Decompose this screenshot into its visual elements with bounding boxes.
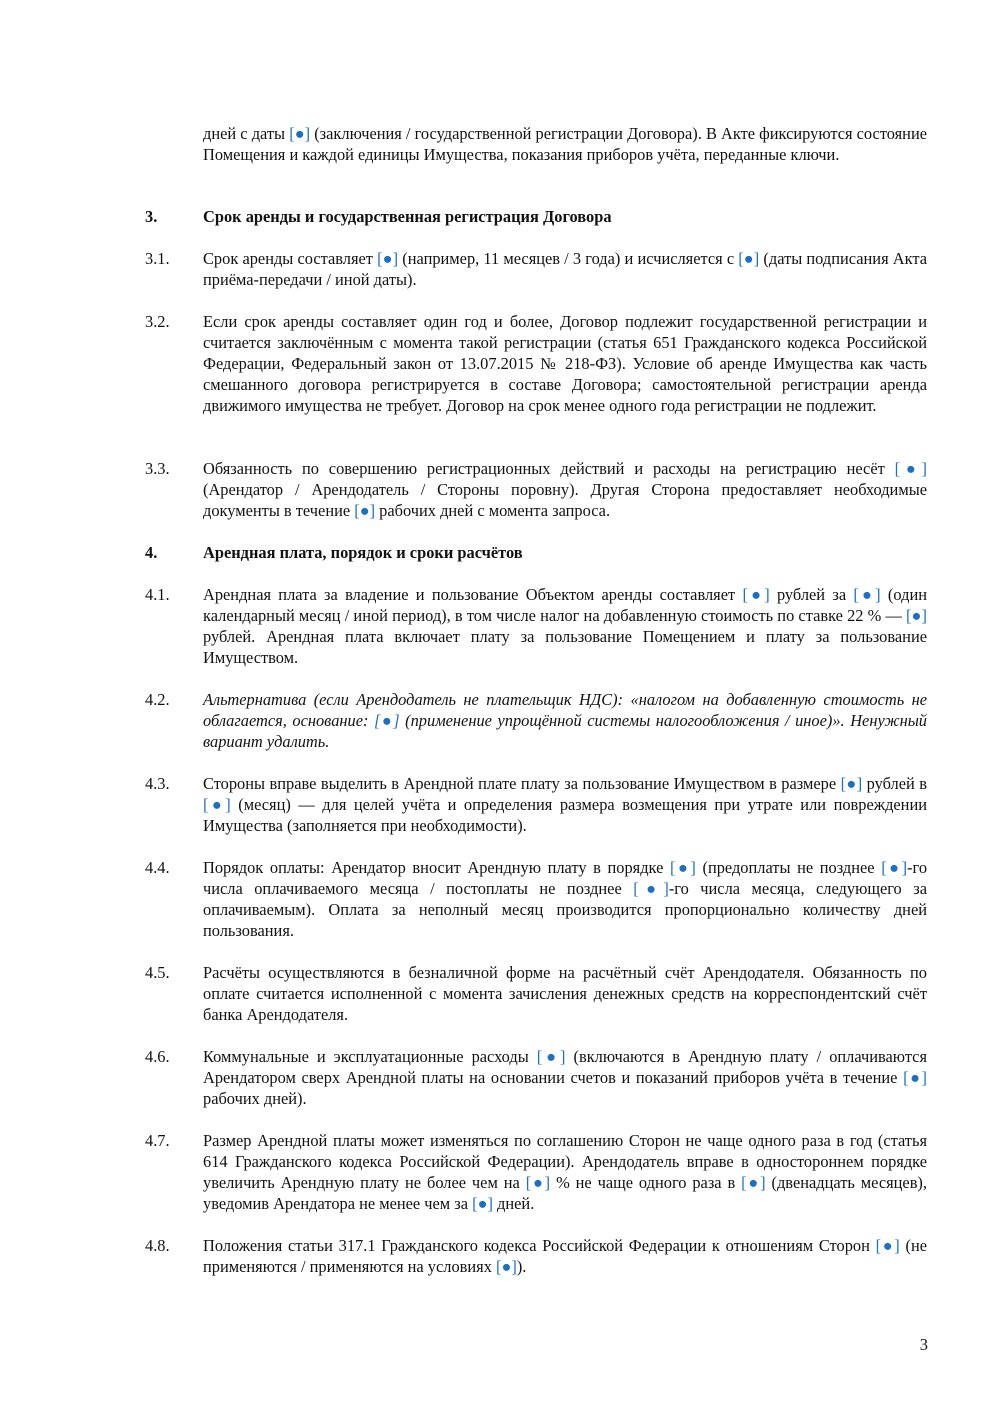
placeholder-marker: [●]: [203, 795, 231, 814]
clause-text: Размер Арендной платы может изменяться по соглашению Сторон не чаще одного раза в год (статья 614 Гражданского кодекса Российской Федерации). Арендодатель вправе в одностороннем порядке увеличить Арендную плату не более чем на [●] % не чаще одного раза в [●] (двенадцать месяцев), уведомив Арендатора не менее чем за [●] дней.: [203, 1131, 927, 1213]
section-4-title: Арендная плата, порядок и сроки расчётов: [203, 543, 523, 562]
continuation-paragraph: дней с даты [●] (заключения / государственной регистрации Договора). В Акте фиксируются состояние Помещения и каждой единицы Имущества, показания приборов учёта, переданные ключи.: [203, 124, 928, 164]
placeholder-marker: [●]: [472, 1194, 493, 1213]
clause-text: Положения статьи 317.1 Гражданского кодекса Российской Федерации к отношениям Сторон [●] (не применяются / применяются на условиях [●]).: [203, 1236, 928, 1276]
placeholder-marker: [●]: [906, 606, 927, 625]
clause-number: 4.4.: [145, 858, 170, 877]
placeholder-marker: [●]: [536, 1047, 566, 1066]
clause-text: Расчёты осуществляются в безналичной форме на расчётный счёт Арендодателя. Обязанность по оплате считается исполненной с момента зачисления денежных средств на корреспондентский счёт банка Арендодателя.: [203, 963, 927, 1024]
page-number: 3: [919, 1335, 928, 1354]
placeholder-marker: [●]: [525, 1173, 551, 1192]
clause-text: Обязанность по совершению регистрационных действий и расходы на регистрацию несёт [●] (Арендатор / Арендодатель / Стороны поровну). Другая Сторона предоставляет необходимые документы в течение [●] рабочих дней с момента запроса.: [203, 459, 927, 520]
placeholder-marker: [●]: [377, 249, 399, 268]
placeholder-marker: [●]: [289, 124, 311, 143]
placeholder-marker: [●]: [881, 858, 908, 877]
clause-number: 3.2.: [145, 312, 170, 331]
clause-text: Если срок аренды составляет один год и более, Договор подлежит государственной регистрации и считается заключённым с момента такой регистрации (статья 651 Гражданского кодекса Российской Федерации, Федеральный закон от 13.07.2015 № 218-ФЗ). Условие об аренде Имущества как часть смешанного договора регистрируется в составе Договора; самостоятельной регистрации аренда движимого имущества не требует. Договор на срок менее одного года регистрации не подлежит.: [203, 312, 927, 415]
placeholder-marker: [●]: [894, 459, 927, 478]
clause-number: 4.7.: [145, 1131, 170, 1150]
clause-number: 4.5.: [145, 963, 170, 982]
placeholder-marker: [●]: [738, 249, 760, 268]
section-3-title: Срок аренды и государственная регистрация Договора: [203, 207, 612, 226]
clause-number: 4.1.: [145, 585, 170, 604]
clause-text: Коммунальные и эксплуатационные расходы [●] (включаются в Арендную плату / оплачиваются Арендатором сверх Арендной платы на основании счетов и показаний приборов учёта в течение [●] рабочих дней).: [203, 1047, 927, 1108]
clause-text: Арендная плата за владение и пользование Объектом аренды составляет [●] рублей за [●] (один календарный месяц / иной период), в том числе налог на добавленную стоимость по ставке 22 % — [●] рублей. Арендная плата включает плату за пользование Помещением и плату за пользование Имуществом.: [203, 585, 927, 667]
clause-number: 4.6.: [145, 1047, 170, 1066]
placeholder-marker: [●]: [875, 1236, 900, 1255]
clause-number: 4.2.: [145, 690, 170, 709]
clause-text: Срок аренды составляет [●] (например, 11 месяцев / 3 года) и исчисляется с [●] (даты подписания Акта приёма-передачи / иной даты).: [203, 249, 928, 289]
placeholder-marker: [●]: [840, 774, 863, 793]
clause-number: 3.3.: [145, 459, 170, 478]
placeholder-marker: [●]: [903, 1068, 927, 1087]
placeholder-marker: [●]: [742, 585, 770, 604]
placeholder-marker: [●]: [374, 711, 400, 730]
section-3-number: 3.: [145, 207, 158, 226]
clause-number: 4.3.: [145, 774, 170, 793]
clause-number: 3.1.: [145, 249, 170, 268]
placeholder-marker: [●]: [741, 1173, 766, 1192]
clause-number: 4.8.: [145, 1236, 170, 1255]
section-4-number: 4.: [145, 543, 158, 562]
placeholder-marker: [●]: [853, 585, 881, 604]
placeholder-marker: [●]: [354, 501, 376, 520]
placeholder-marker: [●]: [633, 879, 669, 898]
clause-text: Стороны вправе выделить в Арендной плате плату за пользование Имуществом в размере [●] рублей в [●] (месяц) — для целей учёта и определения размера возмещения при утрате или повреждении Имущества (заполняется при необходимости).: [203, 774, 927, 835]
clause-text: Порядок оплаты: Арендатор вносит Арендную плату в порядке [●] (предоплаты не позднее [●]-го числа оплачиваемого месяца / постоплаты не позднее [●]-го числа месяца, следующего за оплачиваемым). Оплата за неполный месяц производится пропорционально количеству дней пользования.: [203, 858, 928, 940]
placeholder-marker: [●]: [670, 858, 696, 877]
placeholder-marker: [●]: [495, 1257, 517, 1276]
clause-text-alternative: Альтернатива (если Арендодатель не плательщик НДС): «налогом на добавленную стоимость не облагается, основание: [●] (применение упрощённой системы налогообложения / иное)». Ненужный вариант удалить.: [203, 690, 927, 751]
